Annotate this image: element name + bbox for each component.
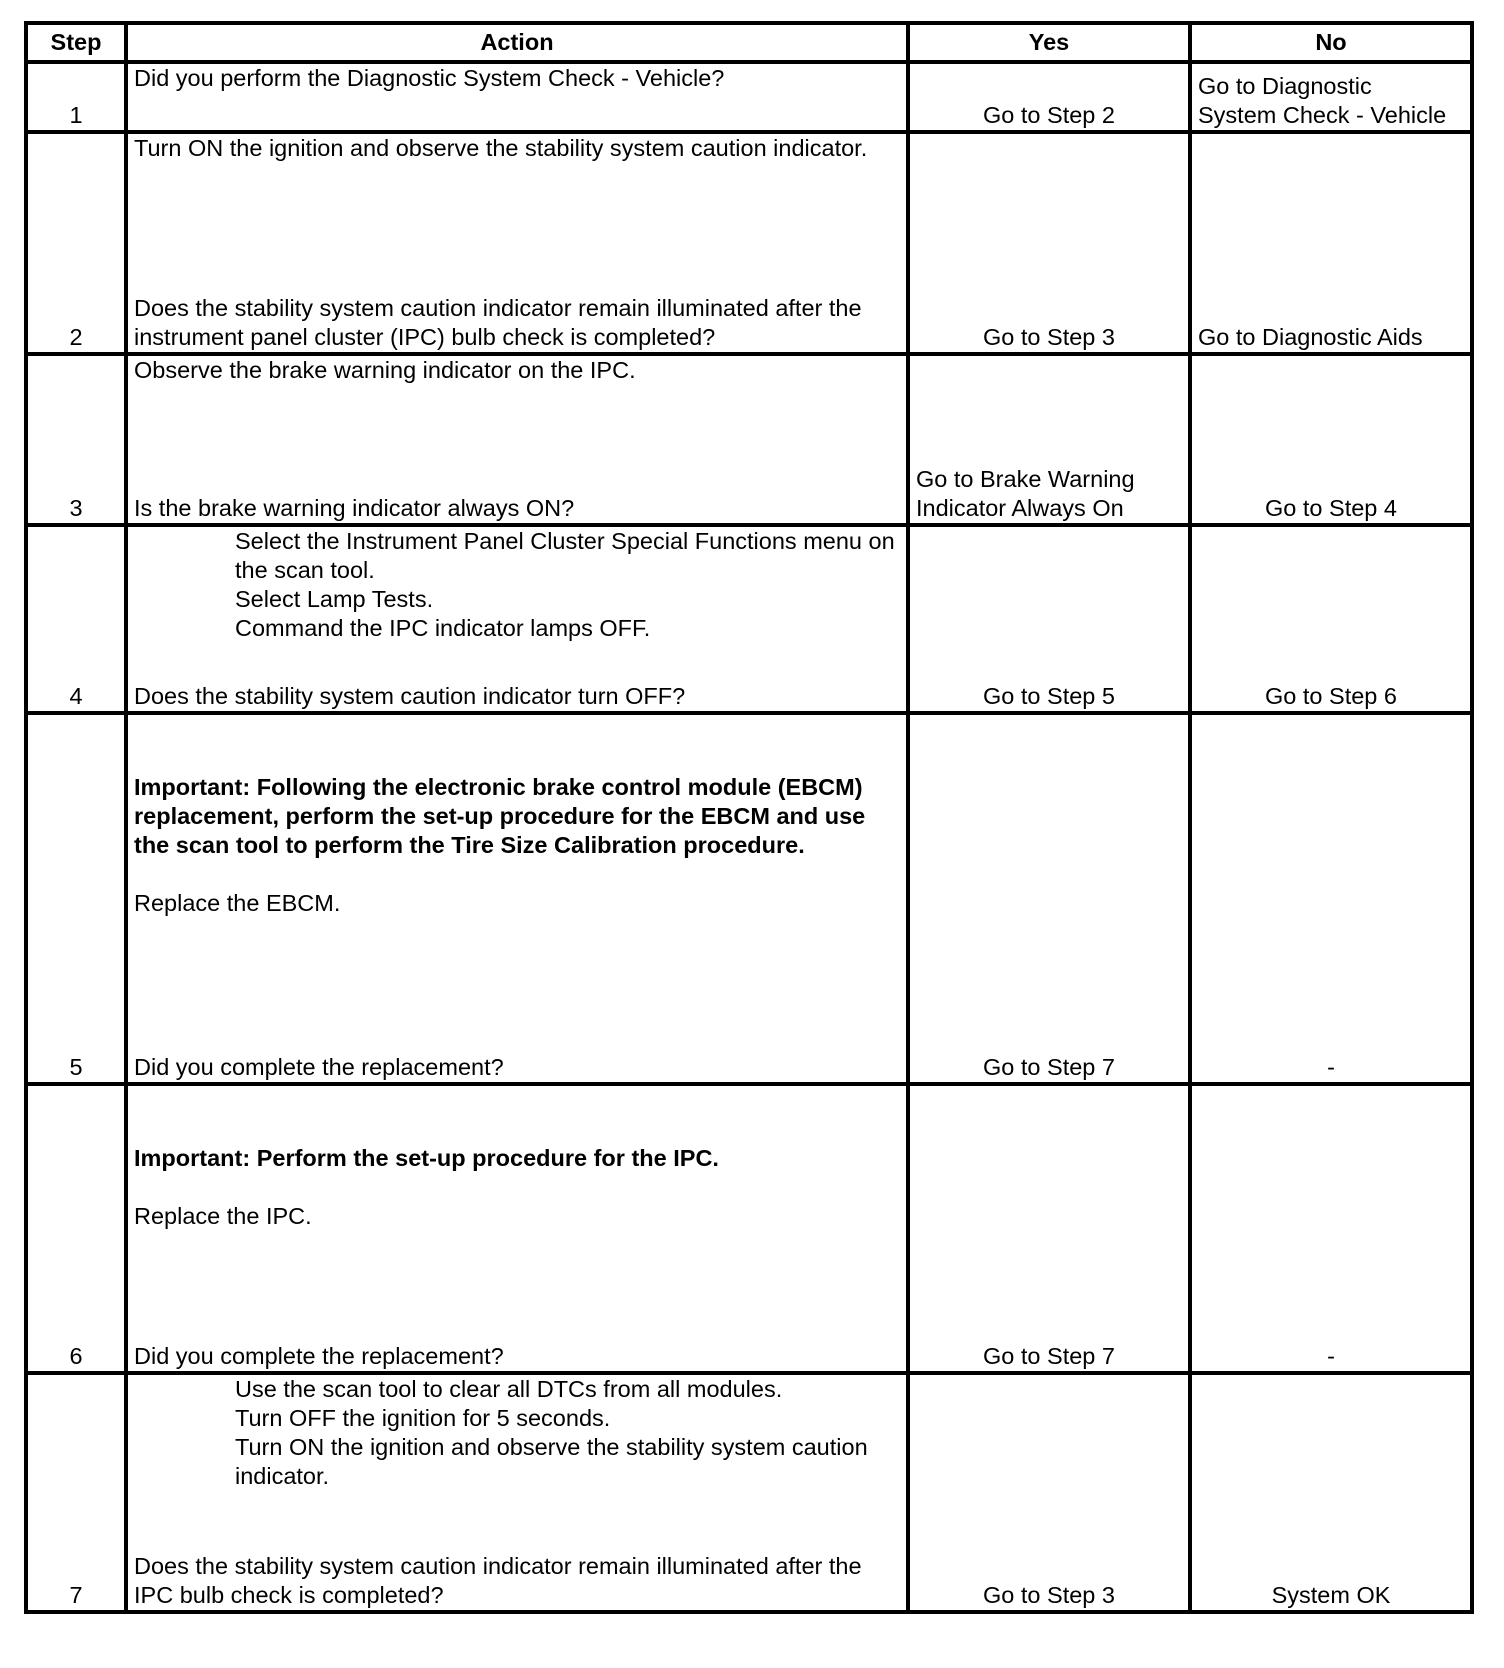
action-instruction: Observe the brake warning indicator on the IPC. — [134, 357, 636, 383]
header-yes: Yes — [908, 23, 1190, 62]
table-row — [26, 525, 1472, 713]
step-number: 2 — [26, 132, 126, 354]
action-question: Does the stability system caution indicator remain illuminated after the instrument panel cluster (IPC) bulb check is completed? — [134, 295, 862, 350]
diagnostic-table — [24, 21, 1474, 1614]
action-cell — [126, 354, 908, 525]
action-cell — [126, 525, 908, 713]
action-step: Use the scan tool to clear all DTCs from all modules. — [235, 1376, 783, 1402]
no-cell: - — [1190, 1084, 1472, 1373]
table-row — [26, 1373, 1472, 1612]
yes-line-1: Go to Brake Warning — [916, 466, 1135, 492]
action-cell — [126, 1373, 908, 1612]
action-step: Turn ON the ignition and observe the stability system caution indicator. — [235, 1434, 868, 1489]
action-question: Did you complete the replacement? — [134, 1054, 504, 1080]
step-number: 6 — [26, 1084, 126, 1373]
action-important-note: Important: Following the electronic brake control module (EBCM) replacement, perform the set-up procedure for the EBCM and use the scan tool to perform the Tire Size Calibration procedure. — [134, 774, 866, 858]
table-row — [26, 62, 1472, 132]
no-cell: Go to Diagnostic Aids — [1190, 132, 1472, 354]
yes-cell: Go to Step 2 — [908, 62, 1190, 132]
no-cell: Go to Step 4 — [1190, 354, 1472, 525]
table-row — [26, 354, 1472, 525]
action-instruction: Replace the EBCM. — [134, 890, 341, 916]
yes-cell: Go to Step 7 — [908, 1084, 1190, 1373]
no-cell: - — [1190, 713, 1472, 1084]
step-number: 4 — [26, 525, 126, 713]
step-number: 1 — [26, 62, 126, 132]
step-number: 3 — [26, 354, 126, 525]
action-cell — [126, 1084, 908, 1373]
step-number: 5 — [26, 713, 126, 1084]
action-step: Select the Instrument Panel Cluster Special Functions menu on the scan tool. — [235, 528, 895, 583]
no-line-2: System Check - Vehicle — [1198, 102, 1447, 128]
table-row — [26, 713, 1472, 1084]
yes-cell — [908, 354, 1190, 525]
action-step: Command the IPC indicator lamps OFF. — [235, 615, 651, 641]
action-cell — [126, 713, 908, 1084]
step-number: 7 — [26, 1373, 126, 1612]
action-cell — [126, 132, 908, 354]
action-instruction: Turn ON the ignition and observe the stability system caution indicator. — [134, 135, 868, 161]
yes-cell: Go to Step 3 — [908, 132, 1190, 354]
action-instruction: Replace the IPC. — [134, 1203, 312, 1229]
yes-cell: Go to Step 5 — [908, 525, 1190, 713]
header-no: No — [1190, 23, 1472, 62]
action-cell — [126, 62, 908, 132]
action-question: Does the stability system caution indicator turn OFF? — [134, 683, 686, 709]
action-step: Select Lamp Tests. — [235, 586, 434, 612]
no-cell: Go to Step 6 — [1190, 525, 1472, 713]
action-step: Turn OFF the ignition for 5 seconds. — [235, 1405, 611, 1431]
no-cell: System OK — [1190, 1373, 1472, 1612]
yes-line-2: Indicator Always On — [916, 495, 1124, 521]
no-line-1: Go to Diagnostic — [1198, 73, 1372, 99]
table-row — [26, 132, 1472, 354]
action-question: Did you complete the replacement? — [134, 1343, 504, 1369]
header-step: Step — [26, 23, 126, 62]
header-action: Action — [126, 23, 908, 62]
yes-cell: Go to Step 3 — [908, 1373, 1190, 1612]
no-cell — [1190, 62, 1472, 132]
action-question: Does the stability system caution indicator remain illuminated after the IPC bulb check is completed? — [134, 1553, 862, 1608]
action-question: Did you perform the Diagnostic System Check - Vehicle? — [134, 65, 725, 91]
action-question: Is the brake warning indicator always ON? — [134, 495, 575, 521]
table-row — [26, 1084, 1472, 1373]
yes-cell: Go to Step 7 — [908, 713, 1190, 1084]
action-important-note: Important: Perform the set-up procedure for the IPC. — [134, 1145, 719, 1171]
header-row — [26, 23, 1472, 62]
